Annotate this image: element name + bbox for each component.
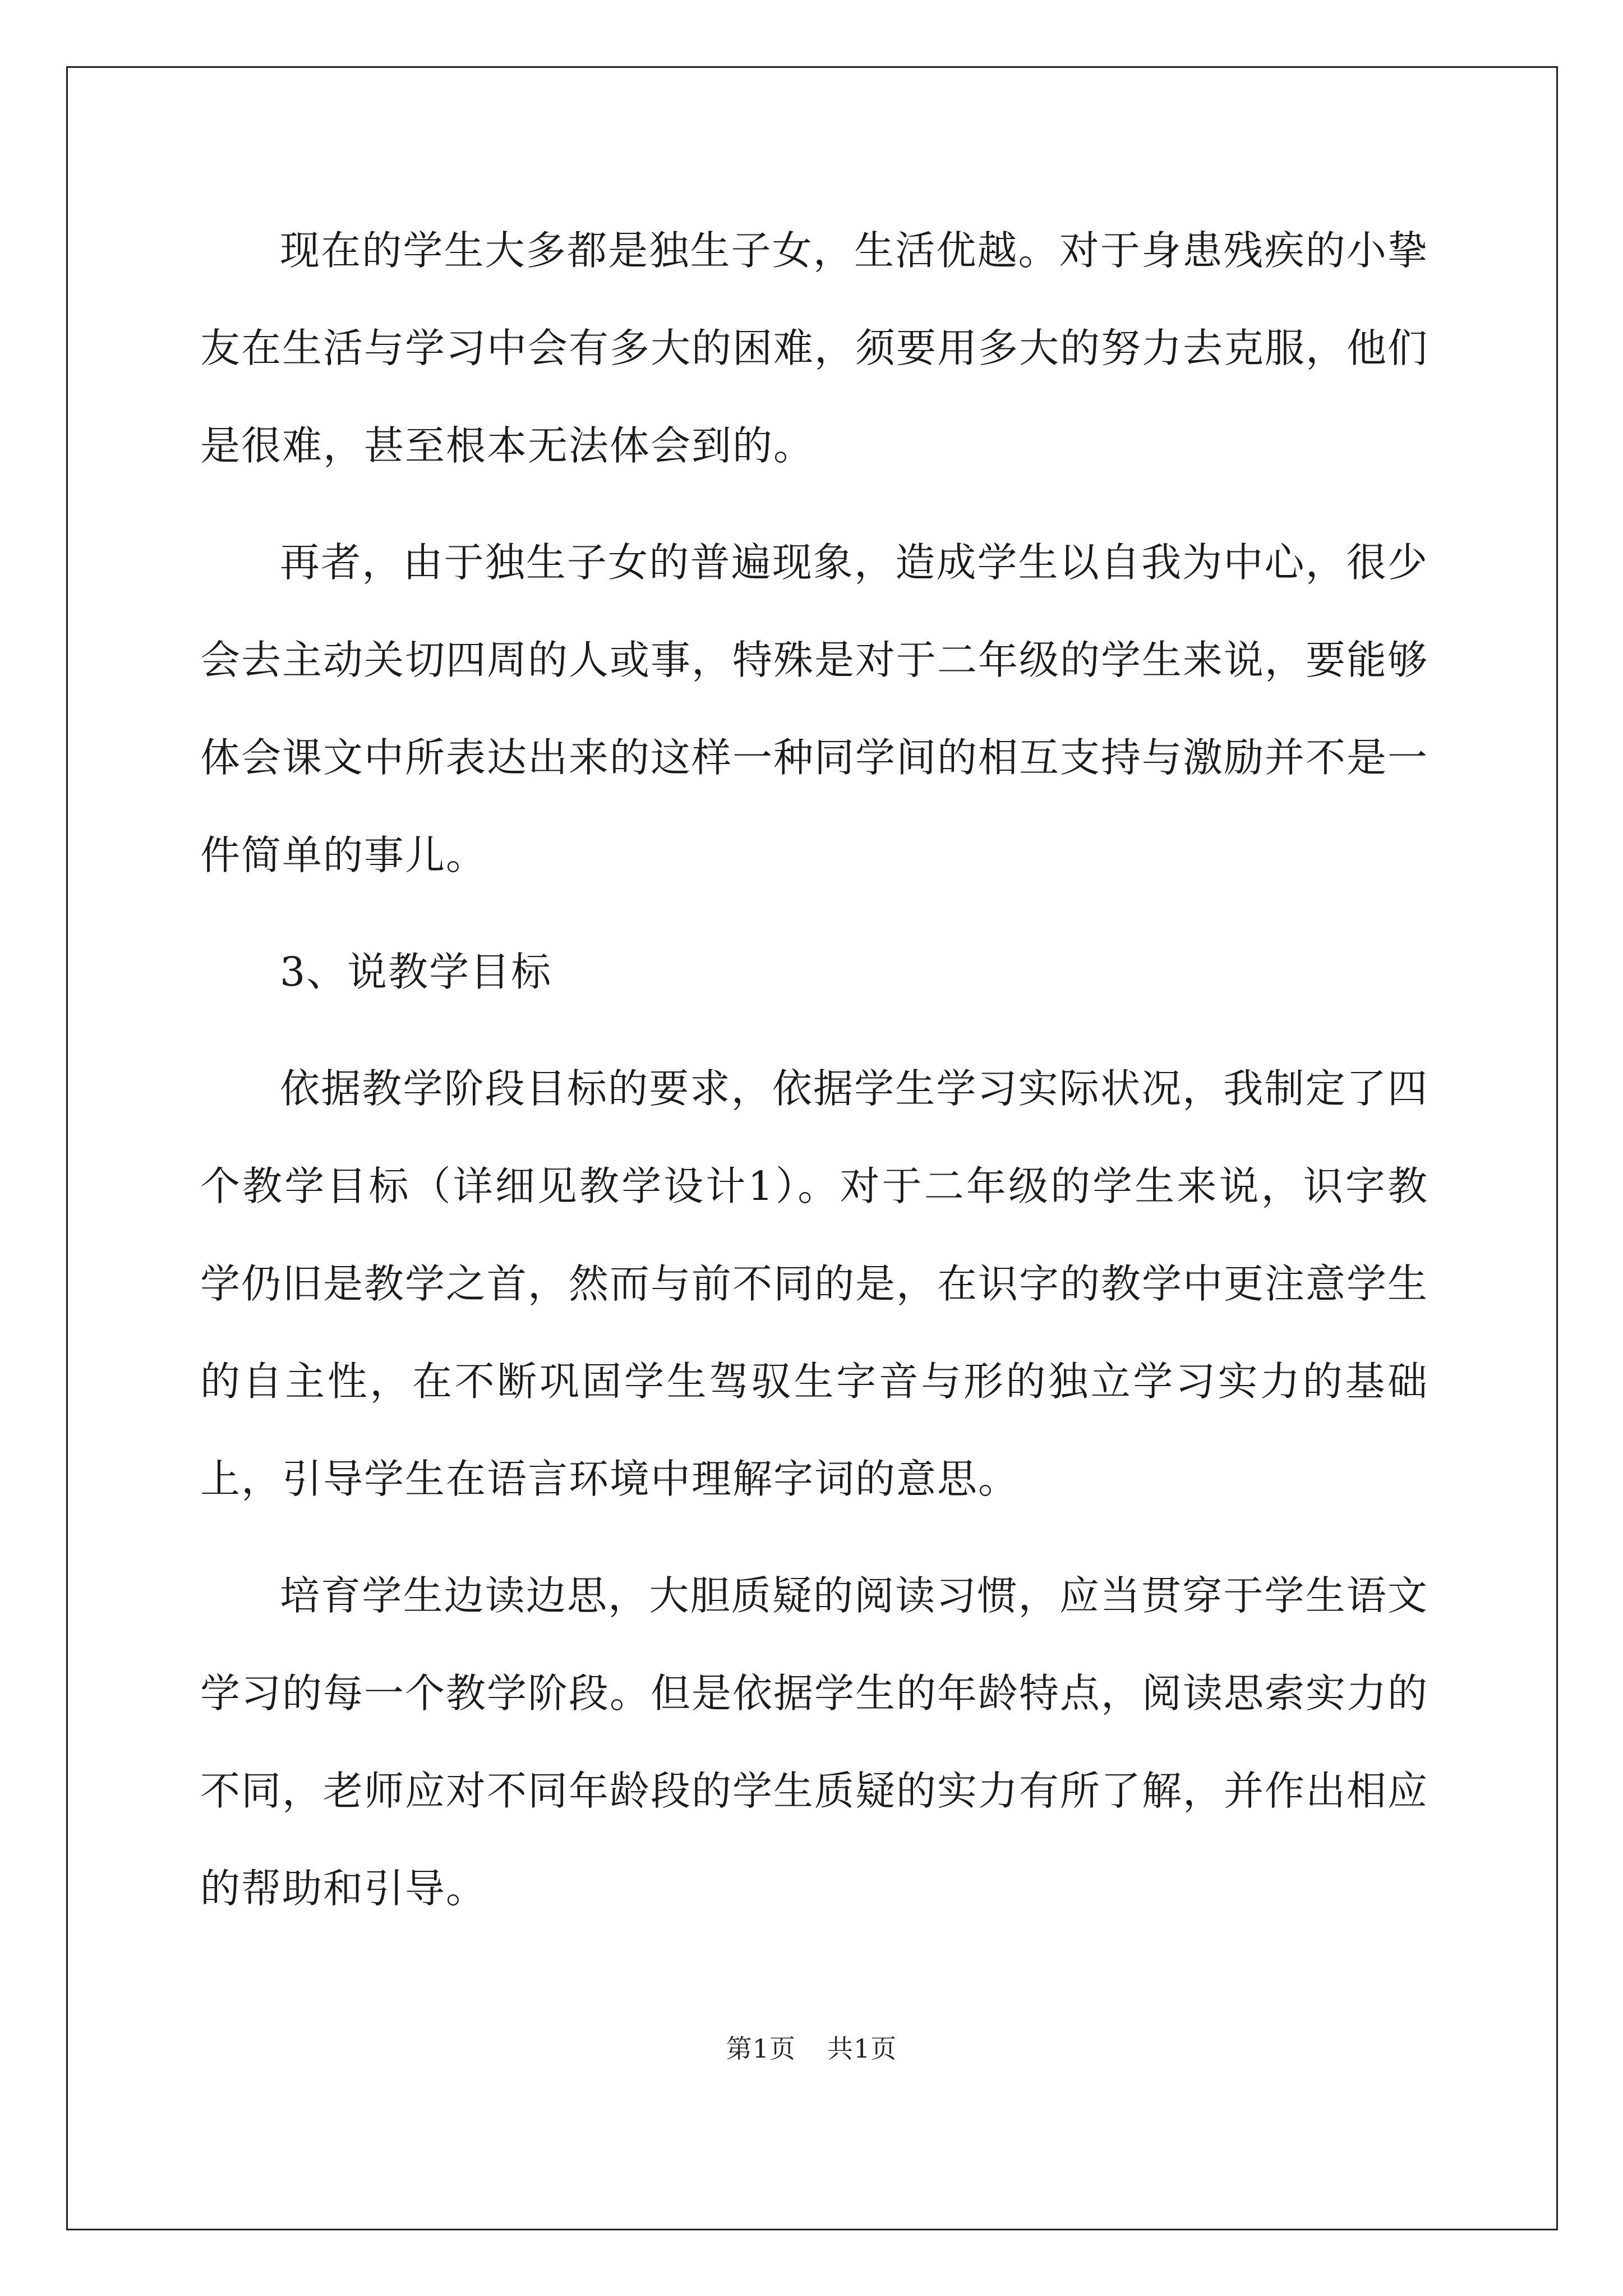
document-body bbox=[200, 202, 1428, 1938]
section-heading: 3、说教学目标 bbox=[280, 949, 552, 995]
paragraph-3: 依据教学阶段目标的要求，依据学生学习实际状况，我制定了四个教学目标（详细见教学设计1）。对于二年级的学生来说，识字教学仍旧是教学之首，然而与前不同的是，在识字的教学中更注意学生的自主性，在不断巩固学生驾驭生字音与形的独立学习实力的基础上，引导学生在语言环境中理解字词的意思。 bbox=[200, 1065, 1429, 1502]
paragraph-2: 再者，由于独生子女的普遍现象，造成学生以自我为中心，很少会去主动关切四周的人或事，特殊是对于二年级的学生来说，要能够体会课文中所表达出来的这样一种同学间的相互支持与激励并不是一件简单的事儿。 bbox=[200, 539, 1429, 878]
current-page-label: 第1页 bbox=[726, 2033, 796, 2064]
paragraph-1: 现在的学生大多都是独生子女，生活优越。对于身患残疾的小挚友在生活与学习中会有多大的困难，须要用多大的努力去克服，他们是很难，甚至根本无法体会到的。 bbox=[200, 227, 1429, 469]
paragraph-4: 培育学生边读边思，大胆质疑的阅读习惯，应当贯穿于学生语文学习的每一个教学阶段。但是依据学生的年龄特点，阅读思索实力的不同，老师应对不同年龄段的学生质疑的实力有所了解，并作出相应的帮助和引导。 bbox=[200, 1572, 1429, 1912]
total-pages-label: 共1页 bbox=[827, 2033, 897, 2064]
page-footer bbox=[0, 2032, 1623, 2065]
